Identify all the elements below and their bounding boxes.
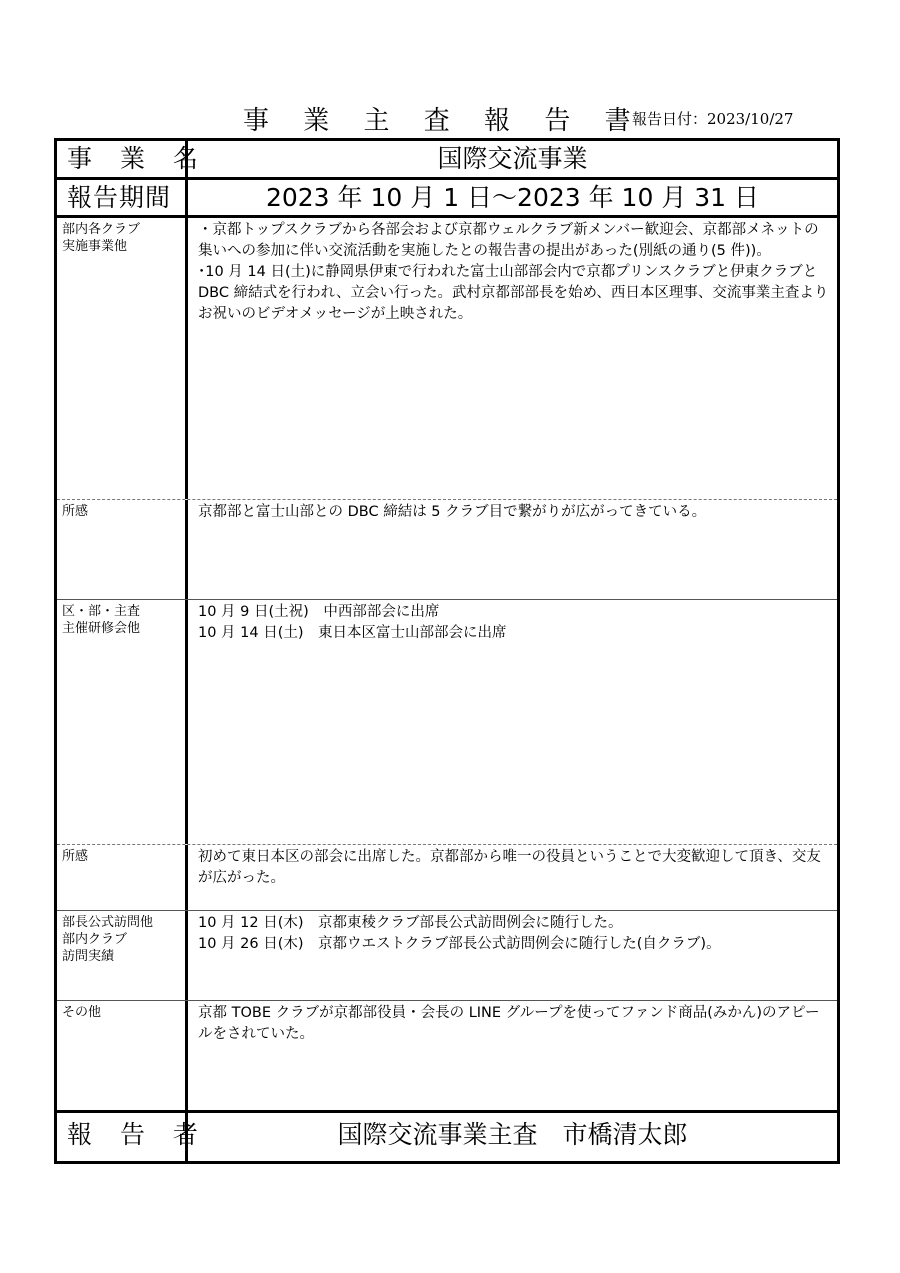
section-impression-2 xyxy=(57,845,837,911)
project-row xyxy=(57,141,837,180)
period-row xyxy=(57,180,837,218)
section-content xyxy=(188,911,837,1000)
reporter-label: 報 告 者 xyxy=(57,1113,188,1161)
label-line: 部長公式訪問他 xyxy=(62,915,154,930)
paragraph: 京都部と富士山部との DBC 締結は 5 クラブ目で繋がりが広がってきている。 xyxy=(198,504,707,520)
reporter-value: 国際交流事業主査 市橋清太郎 xyxy=(337,1120,688,1149)
label-line: 部内各クラブ xyxy=(62,222,141,237)
report-date: 報告日付：2023/10/27 xyxy=(632,110,794,128)
document-title: 事 業 主 査 報 告 書 xyxy=(243,106,644,136)
paragraph: 10 月 12 日(木) 京都東稜クラブ部長公式訪問例会に随行した。 xyxy=(198,915,623,931)
paragraph: ・京都トップスクラブから各部会および京都ウェルクラブ新メンバー歓迎会、京都部メネットの集いへの参加に伴い交流活動を実施したとの報告書の提出があった(別紙の通り(5 件))。 xyxy=(198,222,819,259)
paragraph: 京都 TOBE クラブが京都部役員・会長の LINE グループを使ってファンド商品(みかん)のアピールをされていた。 xyxy=(198,1005,820,1042)
section-label xyxy=(57,600,188,844)
label-line: 訪問実績 xyxy=(62,949,115,964)
section-content xyxy=(188,845,837,910)
project-label: 事 業 名 xyxy=(57,141,188,177)
section-label xyxy=(57,845,188,910)
paragraph: ･10 月 14 日(土)に静岡県伊東で行われた富士山部部会内で京都プリンスクラブと伊東クラブと DBC 締結式を行われ、立会い行った。武村京都部部長を始め、西日本区理事、交流事業主査よりお祝いのビデオメッセージが上映された。 xyxy=(198,264,829,322)
paragraph: 初めて東日本区の部会に出席した。京都部から唯一の役員ということで大変歓迎して頂き、交友が広がった。 xyxy=(198,849,821,886)
label-line: その他 xyxy=(62,1005,102,1020)
label-line: 所感 xyxy=(62,849,89,864)
section-meetings xyxy=(57,600,837,845)
section-content xyxy=(188,600,837,844)
section-label xyxy=(57,911,188,1000)
section-club-events xyxy=(57,218,837,500)
paragraph: 10 月 9 日(土祝) 中西部部会に出席 xyxy=(198,604,440,620)
section-other xyxy=(57,1001,837,1113)
label-line: 実施事業他 xyxy=(62,239,128,254)
section-content xyxy=(188,500,837,599)
label-line: 区・部・主査 xyxy=(62,604,141,619)
section-label xyxy=(57,218,188,499)
period-label: 報告期間 xyxy=(57,180,188,215)
report-table xyxy=(54,138,840,1164)
label-line: 所感 xyxy=(62,504,89,519)
section-content xyxy=(188,218,837,499)
project-value: 国際交流事業 xyxy=(437,144,588,173)
period-value: 2023 年 10 月 1 日～2023 年 10 月 31 日 xyxy=(265,183,760,212)
label-line: 主催研修会他 xyxy=(62,621,141,636)
section-impression-1 xyxy=(57,500,837,600)
section-visits xyxy=(57,911,837,1001)
reporter-row xyxy=(57,1113,837,1161)
section-label xyxy=(57,1001,188,1110)
section-label xyxy=(57,500,188,599)
paragraph: 10 月 26 日(木) 京都ウエストクラブ部長公式訪問例会に随行した(自クラブ)。 xyxy=(198,936,721,952)
label-line: 部内クラブ xyxy=(62,932,128,947)
section-content xyxy=(188,1001,837,1110)
paragraph: 10 月 14 日(土) 東日本区富士山部部会に出席 xyxy=(198,625,507,641)
